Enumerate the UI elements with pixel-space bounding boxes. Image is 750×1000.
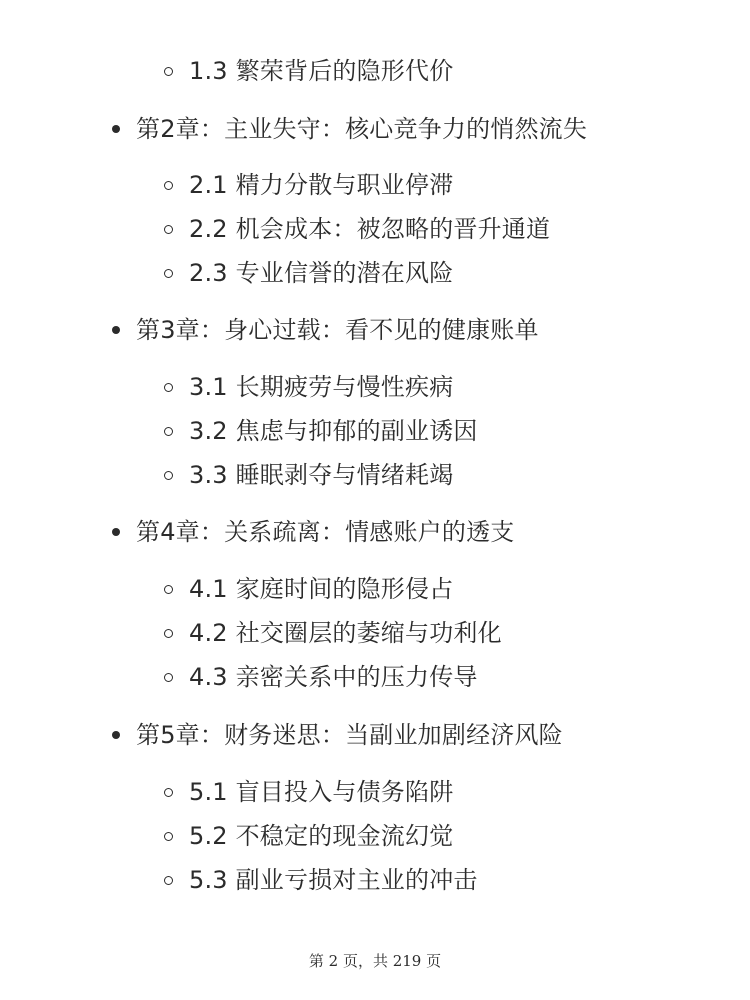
outline-item-section [164,455,453,495]
outline-item-section [164,613,502,653]
circle-bullet-icon [164,788,173,797]
disc-bullet-icon [112,326,120,334]
outline-item-chapter [112,715,563,755]
outline-item-label: 3.2 焦虑与抑郁的副业诱因 [189,417,478,445]
outline-item-label: 4.3 亲密关系中的压力传导 [189,663,478,691]
outline-item-label: 2.3 专业信誉的潜在风险 [189,259,454,287]
outline-item-label: 4.2 社交圈层的萎缩与功利化 [189,619,502,647]
outline-item-label: 第3章：身心过载：看不见的健康账单 [136,316,539,344]
disc-bullet-icon [112,125,120,133]
outline-item-section [164,367,453,407]
circle-bullet-icon [164,383,173,392]
circle-bullet-icon [164,876,173,885]
outline-item-label: 2.2 机会成本：被忽略的晋升通道 [189,215,551,243]
circle-bullet-icon [164,269,173,278]
circle-bullet-icon [164,67,173,76]
circle-bullet-icon [164,181,173,190]
outline-item-label: 2.1 精力分散与职业停滞 [189,171,454,199]
circle-bullet-icon [164,673,173,682]
outline-item-label: 5.1 盲目投入与债务陷阱 [189,778,454,806]
outline-item-section [164,860,478,900]
outline-item-label: 4.1 家庭时间的隐形侵占 [189,575,454,603]
outline-item-chapter [112,512,514,552]
circle-bullet-icon [164,585,173,594]
outline-item-section [164,165,453,205]
outline-item-section [164,816,453,856]
circle-bullet-icon [164,629,173,638]
outline-item-label: 3.1 长期疲劳与慢性疾病 [189,373,454,401]
circle-bullet-icon [164,427,173,436]
outline-item-section [164,253,453,293]
outline-item-section [164,772,453,812]
outline-item-label: 第4章：关系疏离：情感账户的透支 [136,518,515,546]
circle-bullet-icon [164,471,173,480]
outline-item-chapter [112,109,587,149]
outline-item-chapter [112,310,539,350]
outline-item-section [164,51,453,91]
outline-item-label: 3.3 睡眠剥夺与情绪耗竭 [189,461,454,489]
outline-item-label: 1.3 繁荣背后的隐形代价 [189,57,454,85]
page-number-footer: 第 2 页，共 219 页 [308,952,442,970]
outline-item-section [164,657,478,697]
outline-item-label: 5.2 不稳定的现金流幻觉 [189,822,454,850]
outline-item-section [164,411,478,451]
outline-item-section [164,209,550,249]
outline-item-label: 5.3 副业亏损对主业的冲击 [189,866,478,894]
circle-bullet-icon [164,832,173,841]
outline-item-section [164,569,453,609]
circle-bullet-icon [164,225,173,234]
outline-item-label: 第5章：财务迷思：当副业加剧经济风险 [136,721,563,749]
disc-bullet-icon [112,731,120,739]
outline-item-label: 第2章：主业失守：核心竞争力的悄然流失 [136,115,588,143]
disc-bullet-icon [112,528,120,536]
